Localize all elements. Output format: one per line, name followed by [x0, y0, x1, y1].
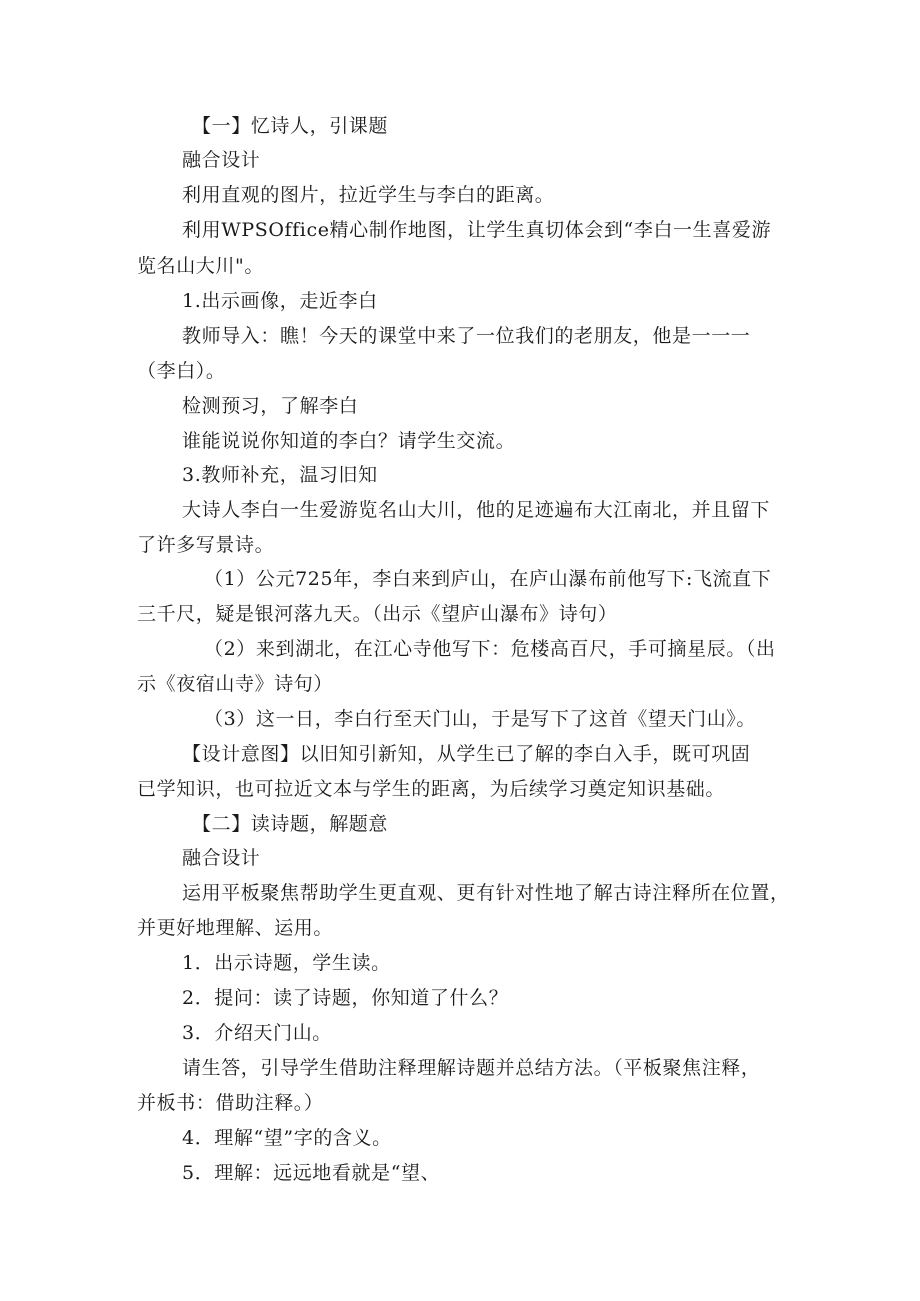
list-item: 3．介绍天门山。	[182, 1022, 332, 1044]
section-heading-2: 【二】读诗题，解题意	[192, 813, 389, 835]
paragraph: 教师导入：瞧！今天的课堂中来了一位我们的老朋友，他是一一一	[182, 325, 751, 347]
list-item: （1）公元725年，李白来到庐山，在庐山瀑布前他写下:飞流直下	[204, 568, 772, 590]
paragraph-continuation: （李白）。	[137, 360, 226, 382]
paragraph-continuation: 三千尺，疑是银河落九天。（出示《望庐山瀑布》诗句）	[137, 603, 618, 625]
list-item: 1.出示画像，走近李白	[182, 290, 378, 312]
paragraph-continuation: 示《夜宿山寺》诗句）	[137, 673, 334, 695]
paragraph: 融合设计	[182, 149, 261, 171]
paragraph: 请生答，引导学生借助注释理解诗题并总结方法。（平板聚焦注释，	[182, 1057, 761, 1079]
list-item: 2．提问：读了诗题，你知道了什么？	[182, 987, 509, 1009]
paragraph: 检测预习，了解李白	[182, 395, 359, 417]
paragraph-continuation: 并更好地理解、运用。	[137, 917, 334, 939]
list-item: （2）来到湖北，在江心寺他写下：危楼高百尺，手可摘星辰。（出	[204, 638, 776, 660]
design-intent: 【设计意图】以旧知引新知，从学生已了解的李白入手，既可巩固	[182, 743, 751, 765]
paragraph: 运用平板聚焦帮助学生更直观、更有针对性地了解古诗注释所在位置，	[182, 882, 790, 904]
paragraph: 谁能说说你知道的李白？请学生交流。	[182, 430, 516, 452]
list-item: （3）这一日，李白行至天门山，于是写下了这首《望天门山》。	[204, 708, 756, 730]
paragraph: 大诗人李白一生爱游览名山大川，他的足迹遍布大江南北，并且留下	[182, 499, 771, 521]
paragraph-continuation: 览名山大川"。	[137, 255, 264, 277]
paragraph: 融合设计	[182, 847, 261, 869]
paragraph: 利用直观的图片，拉近学生与李白的距离。	[182, 184, 555, 206]
list-item: 3.教师补充，温习旧知	[182, 464, 378, 486]
paragraph-continuation: 了许多写景诗。	[137, 534, 275, 556]
paragraph-continuation: 并板书：借助注释。）	[137, 1092, 324, 1114]
paragraph-continuation: 已学知识，也可拉近文本与学生的距离，为后续学习奠定知识基础。	[137, 778, 726, 800]
paragraph: 利用WPSOffice精心制作地图，让学生真切体会到“李白一生喜爱游	[182, 219, 772, 241]
list-item: 4．理解“望”字的含义。	[182, 1127, 392, 1149]
list-item: 1．出示诗题，学生读。	[182, 952, 391, 974]
section-heading-1: 【一】忆诗人，引课题	[192, 115, 389, 137]
list-item: 5．理解：远远地看就是“望、	[182, 1162, 441, 1184]
